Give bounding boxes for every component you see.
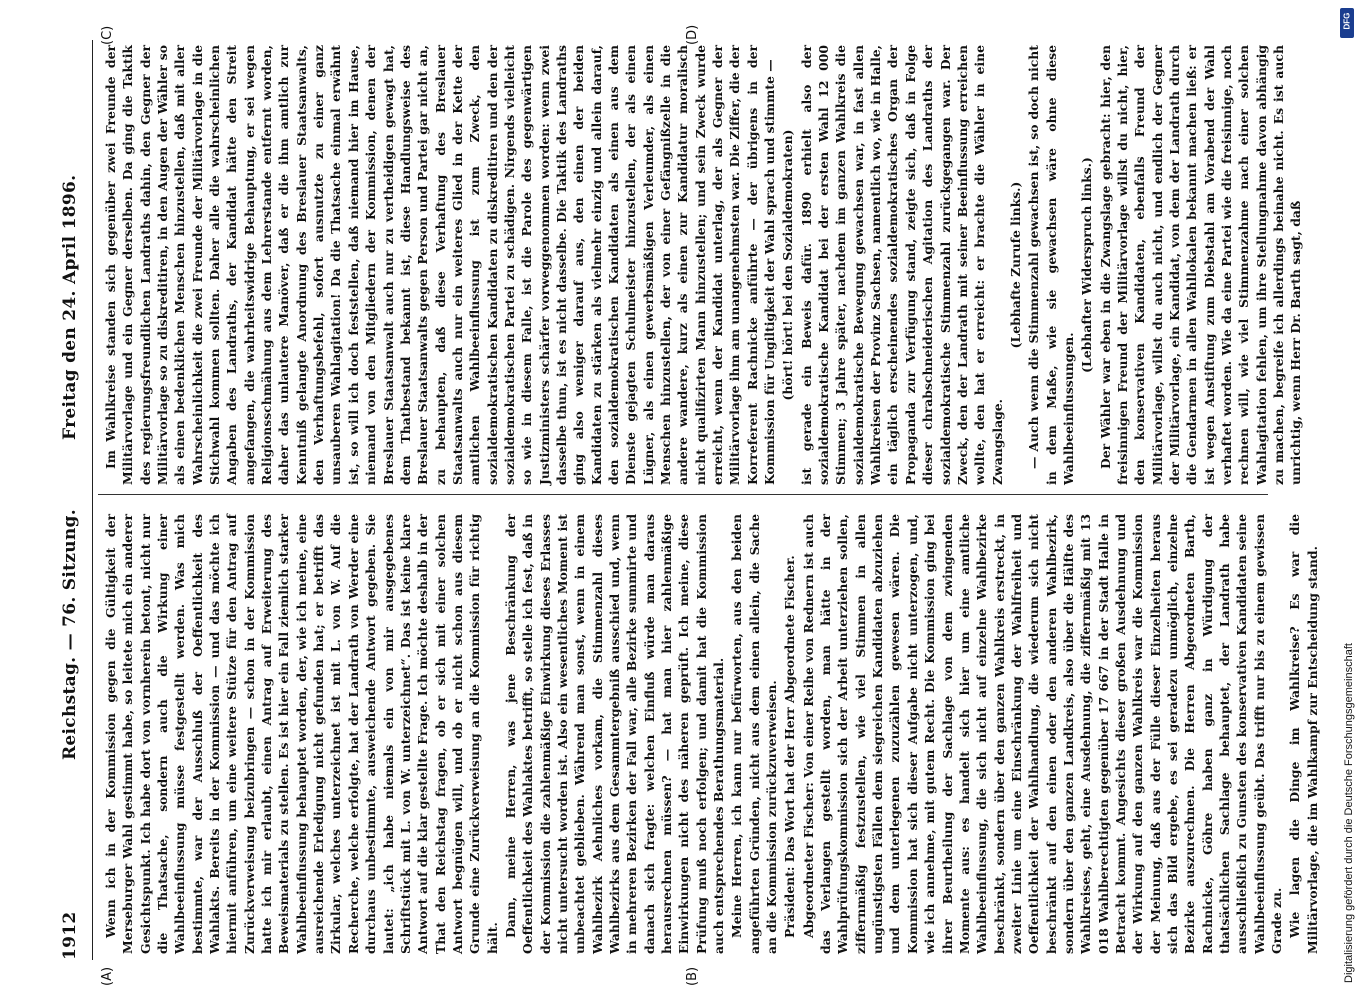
page-number: 1912 bbox=[60, 911, 80, 960]
paragraph: Meine Herren, ich kann nur befürworten, aus den beiden angeführten Gründen, nicht aus dem einen allein, die Sache an die Kommission zurückzuverweisen. bbox=[729, 514, 780, 954]
margin-marker-a: (A) bbox=[100, 966, 115, 986]
paragraph: Wenn ich in der Kommission gegen die Gültigkeit der Merseburger Wahl gestimmt habe, so leitete mich ein anderer Gesichtspunkt. Ich habe dort von vornherein betont, nicht nur die Thatsache, sondern auch die Wirkung einer Wahlbeeinflussung müsse festgestellt werden. Was mich bestimmte, war der Ausschluß der Oeffentlichkeit des Wahlakts. Bereits in der Kommission — und das möchte ich hiermit anführen, um eine weitere Stütze für den Antrag auf Zurückverweisung beizubringen — schon in der Kommission hatte ich mir erlaubt, einen Antrag auf Erweiterung des Beweismaterials zu stellen. Es ist hier ein Fall ziemlich starker Wahlbeeinflussung behauptet worden, der, wie ich meine, eine ausreichende Erledigung nicht gefunden hat; er betrifft das Zirkular, welches unterzeichnet ist mit L. von W. Auf die Recherche, welche erfolgte, hat der Landrath von Werder eine durchaus unbestimmte, ausweichende Antwort gegeben. Sie lautet: „ich habe niemals ein von mir ausgegebenes Schriftstück mit L. von W. unterzeichnet“. Das ist keine klare Antwort auf die klar gestellte Frage. Ich möchte deshalb in der That den Reichstag fragen, ob er sich mit einer solchen Antwort begnügen will, und ob er nicht schon aus diesem Grunde eine Zurückverweisung an die Kommission für richtig hält. bbox=[103, 514, 500, 954]
dfg-logo bbox=[1340, 8, 1354, 38]
left-running-title: Reichstag. — 76. Sitzung. bbox=[60, 509, 80, 760]
paragraph: Abgeordneter Fischer: Von einer Reihe von Rednern ist auch das Verlangen gestellt worden, man hätte in der Wahlprüfungskommission sich der Arbeit unterziehen sollen, ziffernmäßig festzustellen, wie viel Stimmen in allen ungünstigsten Fällen dem siegreichen Kandidaten abzuziehen und dem unterlegenen zuzuzählen gewesen wären. Die Kommission hat sich dieser Aufgabe nicht unterzogen, und, wie ich annehme, mit gutem Recht. Die Kommission ging bei ihrer Beurtheilung der Sachlage von dem zwingenden Momente aus: es handelt sich hier um eine amtliche Wahlbeeinflussung, die sich nicht auf einzelne Wahlbezirke beschränkt, sondern über den ganzen Wahlkreis erstreckt, in zweiter Linie um eine Einschränkung der Wahlfreiheit und Oeffentlichkeit der Wahlhandlung, die wiederum sich nicht beschränkt auf den einen oder den anderen Wahlbezirk, sondern über den ganzen Landkreis, also über die Hälfte des Wahlkreises, geht, eine Ausdehnung, die ziffernmäßig mit 13 018 Wahlberechtigten gegenüber 17 667 in der Stadt Halle in Betracht kommt. Angesichts dieser großen Ausdehnung und der Wirkung auf den ganzen Wahlkreis war die Kommission der Meinung, daß aus der Fülle dieser Einzelheiten heraus sich das Bild ergebe, es sei geradezu unmöglich, einzelne Bezirke auszurechnen. Die Herren Abgeordneten Barth, Rachnicke, Göhre haben ganz in Würdigung der thatsächlichen Sachlage behauptet, der Landrath habe ausschließlich zu Gunsten des konservativen Kandidaten seine Wahlbeeinflussung geübt. Das trifft nur bis zu einem gewissen Grade zu. bbox=[800, 514, 1285, 954]
column-divider bbox=[98, 494, 1268, 495]
paragraph: Im Wahlkreise standen sich gegenüber zwei Freunde der Militärvorlage und ein Gegner derselben. Da ging die Taktik des regierungsfreundlichen Landraths dahin, den Gegner der Militärvorlage so zu diskreditiren, in den Augen der Wähler so als einen bedenklichen Menschen hinzustellen, daß mit aller Wahrscheinlichkeit die zwei Freunde der Militärvorlage in die Stichwahl kommen sollten. Daher alle die wahrscheinlichen Angaben des Landraths, der Kandidat hätte den Streit angefangen, die wahrheitswidrige Behauptung, er sei wegen Religionsschmähung aus dem Lehrerstande entfernt worden, daher das unlautere Manöver, daß er die ihm amtlich zur Kenntniß gelangte Anordnung des Breslauer Staatsanwalts, den Verhaftungsbefehl, sofort ausnutzte zu einer ganz unsauberen Wahlagitation! Da die Thatsache einmal erwähnt ist, so will ich doch feststellen, daß niemand hier im Hause, niemand von den Mitgliedern der Kommission, denen der Breslauer Staatsanwalt auch nur zu vertheidigen gewagt hat, dem Thatbestand bekannt ist, diese Handlungsweise des Breslauer Staatsanwalts gegen Person und Partei gar nicht an, zu behaupten, daß diese Verhaftung des Breslauer Staatsanwalts auch nur ein weiteres Glied in der Kette der amtlichen Wahlbeeinflussung ist zum Zweck, den sozialdemokratischen Kandidaten zu diskreditiren und den der sozialdemokratischen Partei zu schädigen. Nirgends vielleicht so wie in diesem Falle, ist die Parole des gegenwärtigen Justizministers schärfer vorweggenommen worden: wenn zwei dasselbe thun, ist es nicht dasselbe. Die Taktik des Landraths ging also weniger darauf aus, den einen der beiden Kandidaten zu stärken als vielmehr einzig und allein darauf, den sozialdemokratischen Kandidaten als einen aus dem Dienste gejagten Schulmeister hinzustellen, der als einen Lügner, als einen gewerbsmäßigen Verleumder, als einen Menschen hinzustellen, der von einer Gefängnißzelle in die andere wandere, kurz als einen zur Kandidatur moralisch nicht qualifizirten Mann hinzustellen; und sein Zweck wurde erreicht, wenn der Kandidat unterlag, der als Gegner der Militärvorlage ihm am unangenehmsten war. Die Ziffer, die der Korreferent Rachnicke anführte — der übrigens in der Kommission für Ungiltigkeit der Wahl sprach und stimmte — bbox=[103, 45, 778, 485]
paragraph: Wie lagen die Dinge im Wahlkreise? Es war die Militärvorlage, die im Wahlkampf zur Entscheidung stand. bbox=[1287, 514, 1320, 954]
margin-marker-c: (C) bbox=[100, 25, 115, 45]
interjection: (hört! hört! bei den Sozialdemokraten) bbox=[780, 129, 796, 401]
right-running-title: Freitag den 24. April 1896. bbox=[60, 174, 80, 440]
margin-marker-b: (B) bbox=[685, 966, 700, 986]
paragraph: ist gerade ein Beweis dafür. 1890 erhielt also der sozialdemokratische Kandidat bei der ersten Wahl 12 000 Stimmen; 3 Jahre später, nachdem im ganzen Wahlkreis die sozialdemokratische Bewegung gewachsen war, in fast allen Wahlkreisen der Provinz Sachsen, namentlich wo, wie in Halle, ein täglich erscheinendes sozialdemokratisches Organ der Propaganda zur Verfügung stand, zeigte sich, daß in Folge dieser chrabschneiderischen Agitation des Landraths der sozialdemokratische Stimmenzahl zurückgegangen war. Der Zweck, den der Landrath mit seiner Beeinflussung erreichen wollte, den hat er erreicht: er brachte die Wähler in eine Zwangslage. bbox=[798, 45, 1005, 485]
right-column bbox=[102, 45, 1306, 485]
margin-marker-d: (D) bbox=[685, 24, 700, 45]
paragraph: Dann, meine Herren, was jene Beschränkung der Oeffentlichkeit des Wahlaktes betrifft, so stelle ich fest, daß in der Kommission die zahlenmäßige Einwirkung dieses Erlasses nicht untersucht worden ist. Also ein wesentliches Moment ist unbeachtet geblieben. Während man sonst, wenn in einem Wahlbezirk Aehnliches vorkam, die Stimmenzahl dieses Wahlbezirks aus dem Gesammtergebniß ausschied und, wenn in mehreren Bezirken der Fall war, alle Bezirke summirte und danach sich fragte: welchen Einfluß würde man daraus herausrechnen müssen? — hat man hier zahlenmäßige Einwirkungen nicht des näheren geprüft. Ich meine, diese Prüfung muß noch erfolgen; und damit hat die Kommission auch entsprechendes Berathungsmaterial. bbox=[502, 514, 727, 954]
credit-text: Digitalisierung gefördert durch die Deutsche Forschungsgemeinschaft bbox=[1343, 643, 1355, 983]
paragraph: Präsident: Das Wort hat der Herr Abgeordnete Fischer. bbox=[782, 555, 798, 938]
paragraph: — Auch wenn die Stimmenzahl gewachsen ist, so doch nicht in dem Maße, wie sie gewachsen wäre ohne diese Wahlbeeinflussungen. bbox=[1026, 45, 1076, 485]
header-rule bbox=[92, 40, 93, 960]
left-column bbox=[102, 514, 1322, 954]
interjection: (Lebhafter Widerspruch links.) bbox=[1079, 157, 1095, 373]
logo-text: DFG bbox=[1342, 12, 1352, 30]
paragraph: Der Wähler war eben in die Zwangslage gebracht: hier, den freisinnigen Freund der Militärvorlage willst du nicht, hier, den konservativen Kandidaten, ebenfalls Freund der Militärvorlage, willst du auch nicht, und endlich der Gegner der Militärvorlage, ein Kandidat, von dem der Landrath durch die Gendarmen in allen Wahllokalen bekannt machen ließ: er ist wegen Anstiftung zum Diebstahl am Vorabend der Wahl verhaftet worden. Wie da eine Partei wie die freisinnige, noch rechnen will, wie viel Stimmenzahme nach einer solchen Wahlagitation fehlen, um ihre Stellungnahme davon abhängig zu machen, begreife ich allerdings beinahe nicht. Es ist auch unrichtig, wenn Herr Dr. Barth sagt, daß bbox=[1097, 45, 1304, 485]
interjection: (Lebhafte Zurufe links.) bbox=[1007, 181, 1023, 349]
digitization-credit bbox=[1323, 8, 1355, 992]
